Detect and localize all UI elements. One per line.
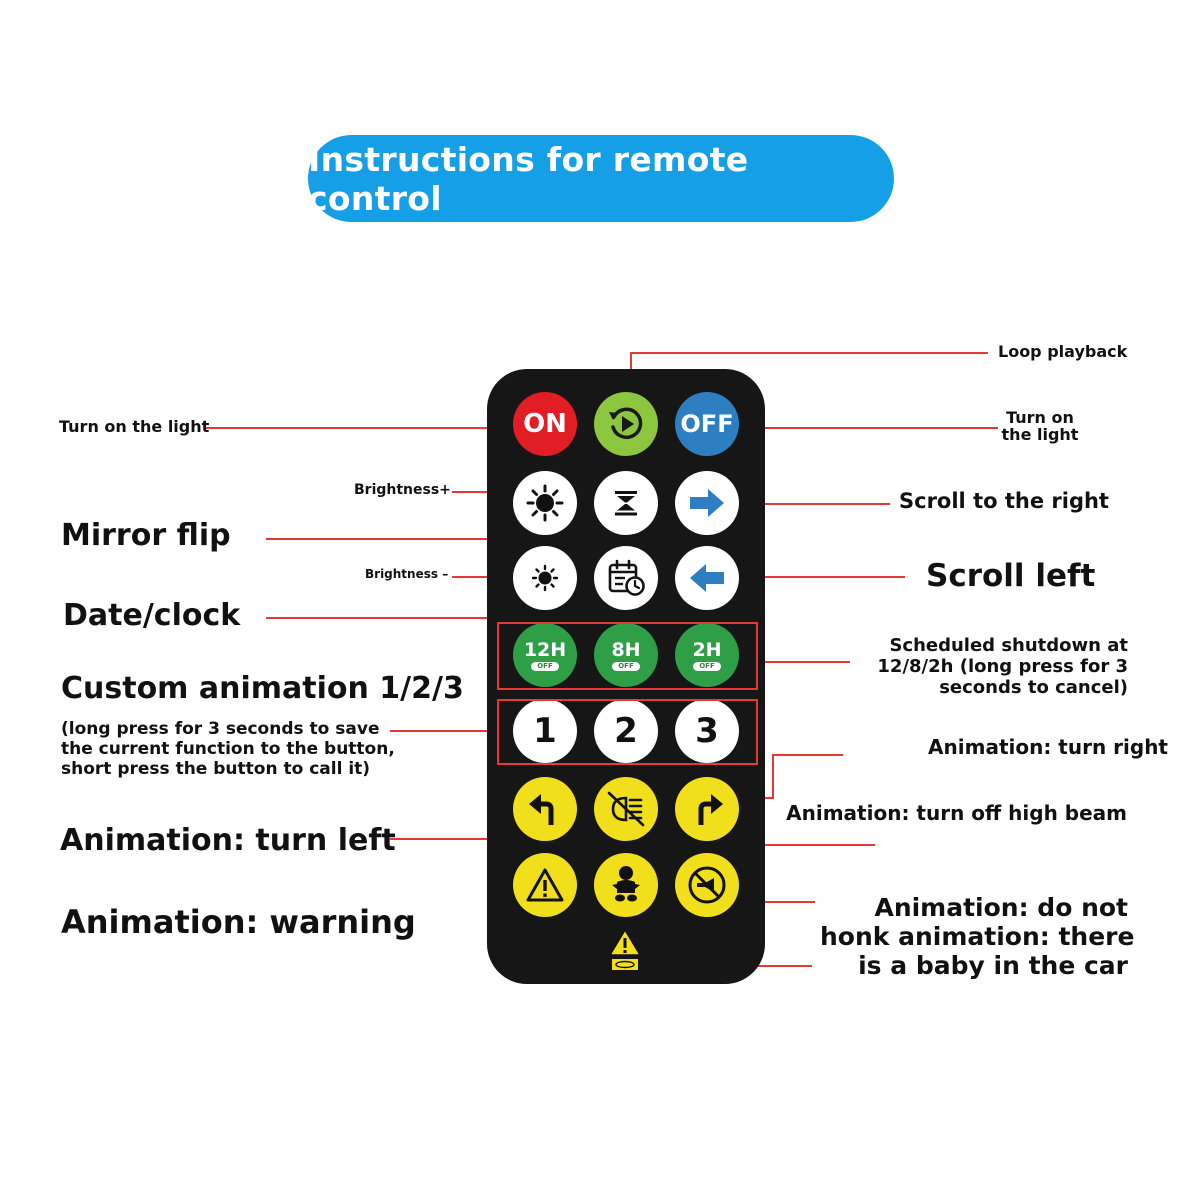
label-turn-on-left: Turn on the light <box>59 417 210 436</box>
warning-battery-icon <box>607 927 643 973</box>
on-button[interactable] <box>513 392 577 456</box>
scroll-left-button[interactable] <box>675 546 739 610</box>
label-scheduled-line-2: 12/8/2h (long press for 3 <box>877 656 1128 677</box>
label-scroll-right: Scroll to the right <box>899 489 1109 513</box>
label-turn-on-right-line-1: Turn on <box>1006 408 1074 427</box>
on-label: ON <box>523 409 567 439</box>
label-custom-note-line-3: short press the button to call it) <box>61 759 371 779</box>
sun-small-icon <box>530 563 560 593</box>
label-no-honk-line-1: Animation: do not <box>874 893 1128 922</box>
timer-12h-label: 12H <box>523 638 567 661</box>
high-beam-off-button[interactable] <box>594 777 658 841</box>
turn-left-button[interactable] <box>513 777 577 841</box>
timer-2h-off-tag: OFF <box>693 662 721 671</box>
brightness-minus-button[interactable] <box>513 546 577 610</box>
label-scheduled-line-1: Scheduled shutdown at <box>889 635 1128 656</box>
loop-button[interactable] <box>594 392 658 456</box>
label-custom-animation: Custom animation 1/2/3 <box>61 671 464 706</box>
timer-12h-off-tag: OFF <box>531 662 559 671</box>
label-turn-on-right <box>1000 409 1080 443</box>
scroll-right-button[interactable] <box>675 471 739 535</box>
label-no-honk-line-3: is a baby in the car <box>858 951 1128 980</box>
timer-2h-label: 2H <box>692 638 722 661</box>
arrow-left-icon <box>685 558 729 598</box>
arrow-right-icon <box>685 483 729 523</box>
no-high-beam-icon <box>604 789 648 829</box>
loop-icon <box>605 403 647 445</box>
date-clock-button[interactable] <box>594 546 658 610</box>
label-custom-note-line-2: the current function to the button, <box>61 739 395 759</box>
timer-8h-off-tag: OFF <box>612 662 640 671</box>
label-no-honk-line-2: honk animation: there <box>820 922 1135 951</box>
turn-right-icon <box>687 789 727 829</box>
label-warning: Animation: warning <box>61 903 416 941</box>
brightness-plus-button[interactable] <box>513 471 577 535</box>
label-mirror-flip: Mirror flip <box>61 518 231 553</box>
label-turn-right: Animation: turn right <box>928 735 1168 759</box>
baby-icon <box>606 863 646 907</box>
label-brightness-minus: Brightness – <box>365 567 449 581</box>
timer-8h-label: 8H <box>611 638 641 661</box>
off-button[interactable] <box>675 392 739 456</box>
label-date-clock: Date/clock <box>63 598 241 633</box>
calendar-clock-icon <box>605 557 647 599</box>
no-honk-button[interactable] <box>675 853 739 917</box>
label-scheduled-shutdown <box>858 635 1128 698</box>
label-brightness-plus: Brightness+ <box>354 482 451 498</box>
sun-large-icon <box>525 483 565 523</box>
custom-1-label: 1 <box>533 711 557 751</box>
warning-icon <box>525 866 565 904</box>
turn-right-button[interactable] <box>675 777 739 841</box>
turn-left-icon <box>525 789 565 829</box>
label-high-beam: Animation: turn off high beam <box>786 801 1127 825</box>
label-turn-on-right-line-2: the light <box>1001 425 1079 444</box>
title-banner <box>308 135 894 222</box>
baby-button[interactable] <box>594 853 658 917</box>
label-custom-note <box>61 719 395 779</box>
label-custom-note-line-1: (long press for 3 seconds to save <box>61 719 380 739</box>
warning-button[interactable] <box>513 853 577 917</box>
custom-2-label: 2 <box>614 711 638 751</box>
label-turn-left: Animation: turn left <box>60 823 396 858</box>
off-label: OFF <box>680 410 734 438</box>
timer-group-box <box>497 622 758 690</box>
label-scheduled-line-3: seconds to cancel) <box>939 677 1128 698</box>
custom-group-box <box>497 699 758 765</box>
page-title: Instructions for remote control <box>308 139 749 218</box>
label-no-honk-baby <box>820 893 1135 980</box>
no-honk-icon <box>685 863 729 907</box>
custom-3-label: 3 <box>695 711 719 751</box>
mirror-flip-icon <box>606 483 646 523</box>
label-scroll-left: Scroll left <box>926 558 1096 594</box>
label-loop-playback: Loop playback <box>998 342 1128 361</box>
mirror-flip-button[interactable] <box>594 471 658 535</box>
